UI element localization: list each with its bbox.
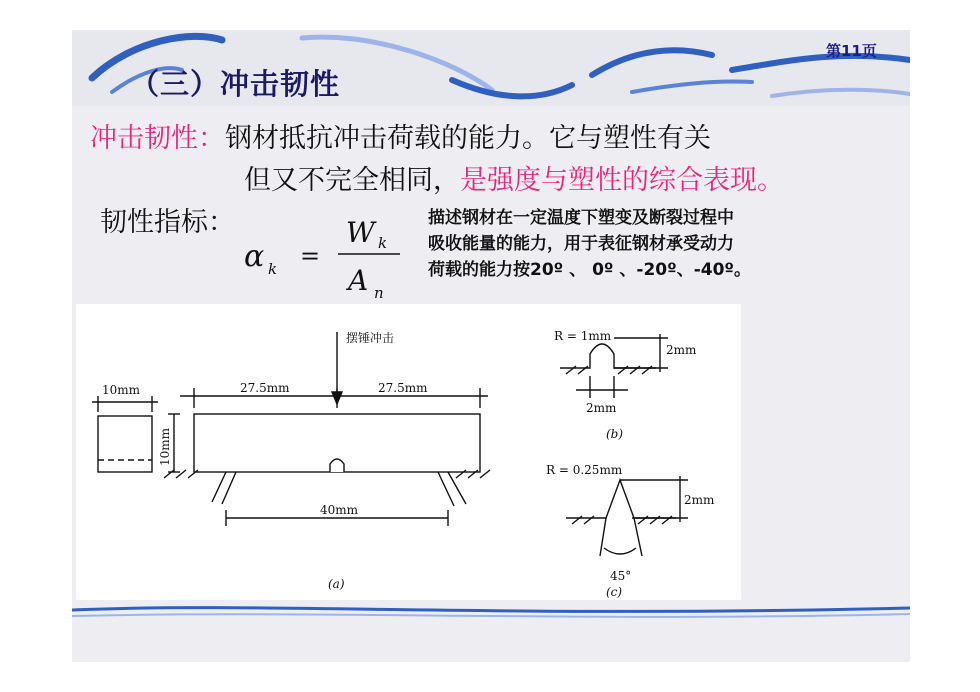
radius-b: R = 1mm [554, 329, 612, 343]
formula-numerator-sub: k [378, 234, 388, 252]
u-notch-profile [560, 344, 656, 368]
toughness-formula [242, 202, 412, 302]
dim-40mm: 40mm [320, 503, 359, 517]
toughness-description [428, 205, 898, 283]
formula-lhs: α [244, 239, 265, 274]
impact-label: 摆锤冲击 [346, 331, 395, 345]
dim-27-5mm-left: 27.5mm [240, 381, 290, 395]
figure-label-a: (a) [328, 577, 345, 591]
footer-wave [72, 596, 910, 626]
angle-c: 45° [610, 569, 632, 583]
depth-c: 2mm [684, 493, 715, 507]
dim-10mm-side: 10mm [158, 427, 172, 466]
definition-line-2 [244, 158, 784, 197]
formula-denominator: A [348, 264, 369, 297]
width-b: 2mm [586, 401, 617, 415]
u-notch-hatch [566, 366, 652, 374]
radius-c: R = 0.25mm [546, 463, 623, 477]
formula-numerator: W [346, 216, 375, 249]
dim-27-5mm-right: 27.5mm [378, 381, 428, 395]
page-number: 第11页 [826, 42, 877, 60]
formula-equals: = [300, 242, 321, 270]
figure-label-c: (c) [606, 585, 623, 599]
slide [72, 30, 910, 662]
index-label: 韧性指标： [100, 207, 235, 238]
specimen-notch [330, 459, 344, 472]
v-notch-angle-arc [604, 548, 636, 554]
support-hatch [164, 470, 490, 478]
left-support [212, 472, 236, 504]
right-support [438, 472, 466, 506]
v-notch-hatch [572, 516, 672, 524]
v-notch-profile [566, 480, 676, 518]
cross-section [98, 416, 152, 472]
definition-line [90, 116, 711, 155]
dim-10mm-top: 10mm [102, 383, 141, 397]
description-line-3: 荷载的能力按20º 、 0º 、-20º、-40º。 [428, 260, 752, 280]
definition-term: 冲击韧性： [90, 123, 225, 154]
formula-lhs-sub: k [268, 260, 278, 278]
figure-label-b: (b) [606, 427, 624, 441]
description-line-2: 吸收能量的能力，用于表征钢材承受动力 [428, 234, 734, 254]
definition-text-2: 但又不完全相同， [244, 165, 460, 196]
definition-emphasis: 是强度与塑性的综合表现。 [460, 165, 784, 196]
slide-title: （三）冲击韧性 [130, 67, 341, 101]
depth-b: 2mm [666, 343, 697, 357]
specimen-figure [76, 304, 741, 600]
definition-text: 钢材抵抗冲击荷载的能力。它与塑性有关 [225, 123, 711, 154]
description-line-1: 描述钢材在一定温度下塑变及断裂过程中 [428, 208, 734, 228]
formula-denominator-sub: n [374, 284, 384, 302]
